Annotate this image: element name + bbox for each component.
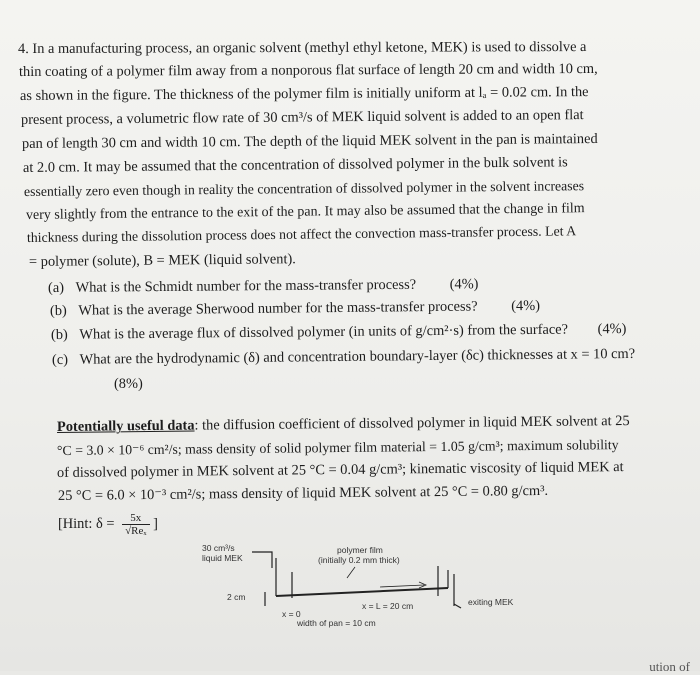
question-c-points: (8%): [114, 376, 143, 392]
hint-suffix: ]: [153, 515, 158, 532]
x0-label: x = 0: [282, 609, 301, 619]
next-page-fragment: ution of: [649, 659, 690, 674]
question-text: What is the Schmidt number for the mass-transfer process?: [75, 276, 417, 296]
problem-line-4: present process, a volumetric flow rate of 30 cm³/s of MEK liquid solvent is added to an open flat: [20, 107, 584, 128]
film-label-1: polymer film: [337, 545, 383, 555]
problem-line-5: pan of length 30 cm and width 10 cm. The depth of the liquid MEK solvent in the pan is maintained: [21, 130, 598, 152]
width-label: width of pan = 10 cm: [297, 618, 376, 628]
flow-arrow: [380, 585, 424, 587]
data-heading: Potentially useful data: [56, 417, 195, 435]
film-leader: [347, 567, 355, 578]
problem-line-8: very slightly from the entrance to the exit of the pan. It may also be assumed that the change in film: [25, 201, 585, 223]
question-tag: (a): [47, 279, 65, 296]
question-tag: (b): [50, 326, 68, 343]
question-points: (4%): [597, 320, 627, 338]
data-line-3: of dissolved polymer in MEK solvent at 25 °C = 0.04 g/cm³; kinematic viscosity of liquid MEK at: [56, 459, 624, 481]
problem-line-3: as shown in the figure. The thickness of the polymer film is initially uniform at lₐ = 0.02 cm. In the: [19, 84, 589, 104]
problem-line-9: thickness during the dissolution process does not affect the convection mass-transfer process. Let A: [26, 223, 577, 245]
pan-floor: [276, 588, 448, 596]
data-line-4: 25 °C = 6.0 × 10⁻³ cm²/s; mass density of liquid MEK solvent at 25 °C = 0.80 g/cm³.: [57, 482, 549, 504]
question-text: What are the hydrodynamic (δ) and concentration boundary-layer (δc) thicknesses at x = 10 cm?: [79, 345, 636, 368]
xL-label: x = L = 20 cm: [362, 601, 414, 611]
depth-label: 2 cm: [227, 592, 246, 602]
problem-line-10: = polymer (solute), B = MEK (liquid solvent).: [28, 251, 296, 270]
inflow-pipe: [252, 552, 272, 568]
problem-line-1: 4. In a manufacturing process, an organic solvent (methyl ethyl ketone, MEK) is used to dissolve a: [17, 39, 587, 57]
problem-line-2: thin coating of a polymer film away from a nonporous flat surface of length 20 cm and width 10 cm,: [18, 60, 598, 80]
flow-label-1: 30 cm³/s: [202, 543, 235, 553]
outflow-pipe: [454, 604, 461, 608]
question-points: (4%): [449, 276, 479, 293]
question-tag: (c): [51, 351, 69, 368]
question-tag: (b): [49, 302, 67, 319]
problem-line-7: essentially zero even though in reality the concentration of dissolved polymer in the solvent increases: [23, 178, 585, 199]
question-points: (4%): [511, 297, 541, 315]
problem-line-6: at 2.0 cm. It may be assumed that the concentration of dissolved polymer in the bulk solvent is: [22, 154, 568, 176]
flow-label-2: liquid MEK: [202, 553, 243, 563]
hint-numerator: 5x: [122, 512, 149, 525]
hint-denominator: √Reₓ: [125, 525, 147, 537]
question-text: What is the average Sherwood number for the mass-transfer process?: [78, 298, 478, 319]
question-text: What is the average flux of dissolved polymer (in units of g/cm²·s) from the surface?: [79, 321, 569, 343]
data-line-2: °C = 3.0 × 10⁻⁶ cm²/s; mass density of solid polymer film material = 1.05 g/cm³; maximum solubility: [56, 437, 619, 458]
hint-prefix: [Hint: δ =: [58, 515, 115, 532]
data-text: : the diffusion coefficient of dissolved polymer in liquid MEK solvent at 25: [194, 413, 630, 434]
film-label-2: (initially 0.2 mm thick): [318, 555, 400, 565]
exit-label: exiting MEK: [468, 597, 514, 607]
